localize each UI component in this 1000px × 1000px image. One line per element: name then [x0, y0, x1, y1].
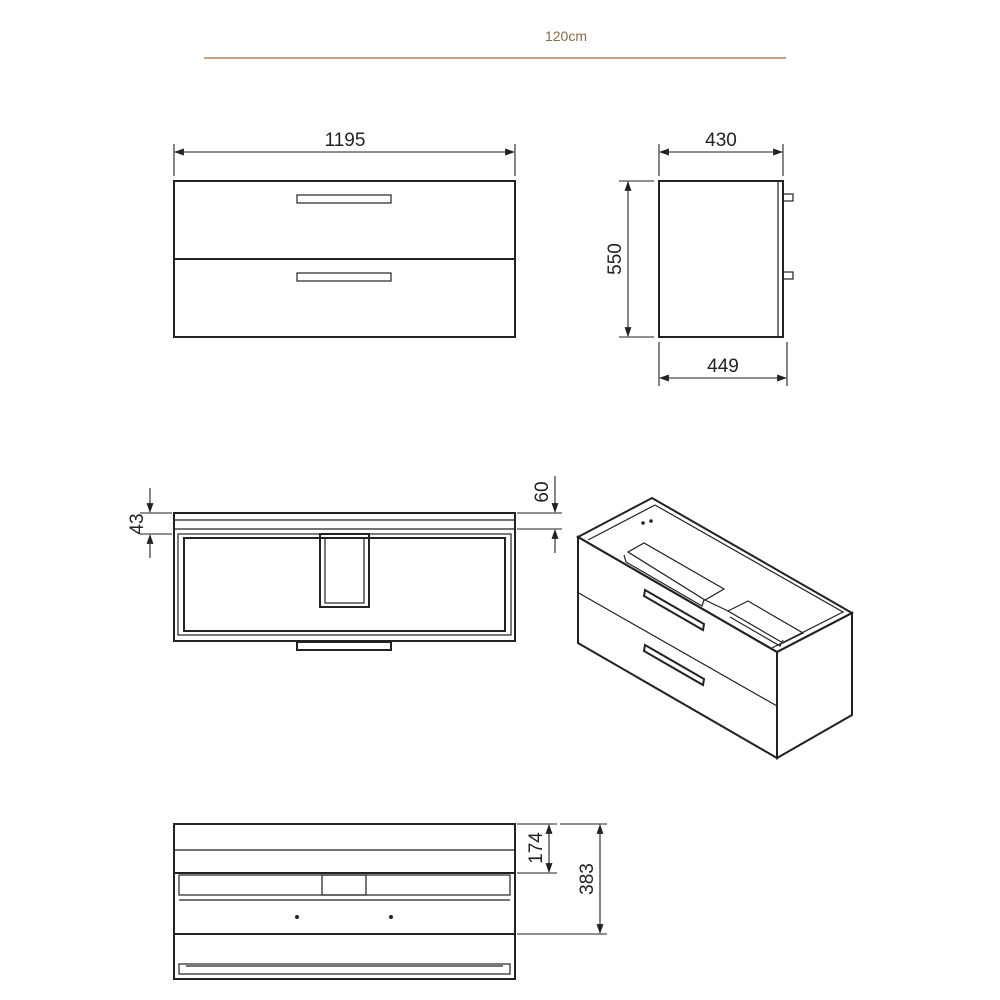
- lower-drawer-handle: [297, 273, 391, 281]
- iso-lower-handle: [644, 645, 704, 685]
- upper-drawer-handle: [297, 195, 391, 203]
- size-title: 120cm: [544, 28, 588, 44]
- back-view: [174, 824, 607, 979]
- front-view: [174, 130, 515, 337]
- isometric-view: [577, 498, 852, 758]
- back-rail-upper: [179, 875, 510, 895]
- top-gap-dimension-label: 43: [127, 513, 148, 535]
- back-outer: [174, 824, 515, 979]
- rear-bracket-bottom: [783, 272, 793, 279]
- siphon-cutout-inner: [325, 538, 364, 603]
- back-center-slot: [322, 875, 366, 895]
- siphon-cutout-outer: [320, 534, 369, 607]
- width-dimension-label: 1195: [324, 130, 366, 151]
- back-mount-hole-2: [389, 915, 393, 919]
- depth-bottom-dimension-label: 449: [707, 356, 739, 377]
- iso-mount-hole-2: [649, 519, 653, 523]
- top-inner-cavity: [184, 538, 505, 631]
- top-outer: [174, 513, 515, 641]
- side-body: [659, 181, 783, 337]
- iso-mount-hole-1: [641, 521, 645, 525]
- rear-bracket-top: [783, 194, 793, 201]
- upper-dimension-label: 174: [526, 832, 547, 864]
- side-view: [605, 130, 793, 386]
- height-dimension-label: 550: [605, 243, 626, 275]
- top-view-handle: [297, 642, 391, 650]
- iso-front-face: [578, 537, 777, 758]
- iso-upper-handle: [644, 590, 704, 630]
- top-inner-frame: [178, 534, 511, 635]
- iso-right-face: [777, 613, 852, 758]
- top-panel-dimension-label: 60: [532, 481, 553, 503]
- top-view: [127, 476, 562, 650]
- depth-top-dimension-label: 430: [705, 130, 737, 151]
- back-mount-hole-1: [295, 915, 299, 919]
- total-dimension-label: 383: [577, 863, 598, 895]
